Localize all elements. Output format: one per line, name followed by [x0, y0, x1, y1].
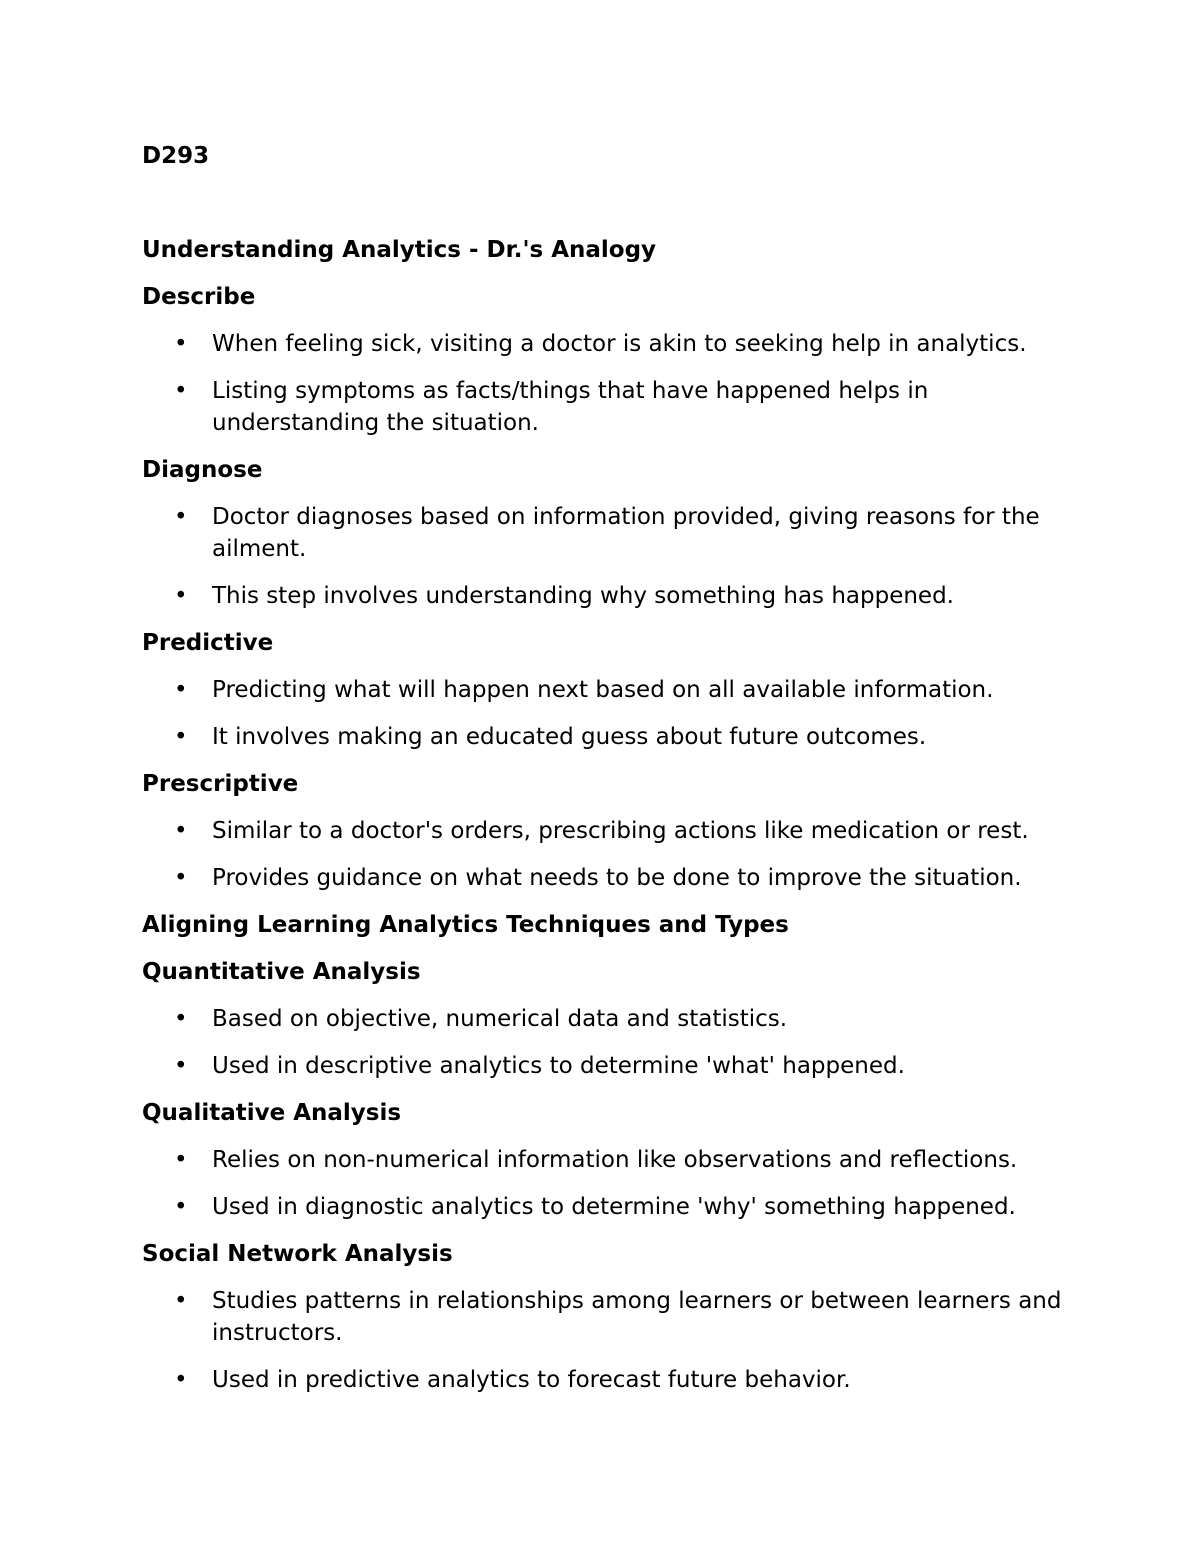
document-code: D293: [142, 143, 210, 169]
section-title-predictive: Predictive: [142, 630, 274, 656]
list-item-text: Predicting what will happen next based on all available information.: [212, 677, 994, 703]
list-item: [142, 1285, 1080, 1349]
bullet-list-qualitative: [142, 1144, 1080, 1223]
bullet-list-prescriptive: [142, 815, 1080, 894]
list-item-text: Relies on non-numerical information like observations and reflections.: [212, 1147, 1018, 1173]
list-item-text: It involves making an educated guess about future outcomes.: [212, 724, 927, 750]
bullet-icon: •: [174, 583, 188, 609]
section-title-prescriptive: Prescriptive: [142, 771, 299, 797]
list-item-text: Used in diagnostic analytics to determine 'why' something happened.: [212, 1194, 1016, 1220]
section-title-aligning-techniques: Aligning Learning Analytics Techniques and Types: [142, 912, 789, 938]
section-title-describe: Describe: [142, 284, 256, 310]
list-item-text: Used in descriptive analytics to determine 'what' happened.: [212, 1053, 905, 1079]
list-item-text: Doctor diagnoses based on information provided, giving reasons for the ailment.: [212, 504, 1040, 562]
list-item-text: Similar to a doctor's orders, prescribing actions like medication or rest.: [212, 818, 1029, 844]
list-item-text: When feeling sick, visiting a doctor is akin to seeking help in analytics.: [212, 331, 1027, 357]
list-item: [142, 721, 1080, 753]
bullet-icon: •: [174, 1288, 188, 1314]
bullet-icon: •: [174, 1194, 188, 1220]
list-item: [142, 501, 1080, 565]
list-item: [142, 862, 1080, 894]
list-item: [142, 815, 1080, 847]
bullet-icon: •: [174, 1147, 188, 1173]
bullet-icon: •: [174, 818, 188, 844]
list-item-text: Studies patterns in relationships among learners or between learners and instructors.: [212, 1288, 1062, 1346]
list-item-text: Listing symptoms as facts/things that have happened helps in understanding the situation.: [212, 378, 929, 436]
bullet-list-predictive: [142, 674, 1080, 753]
list-item: [142, 1144, 1080, 1176]
list-item: [142, 1364, 1080, 1396]
list-item: [142, 328, 1080, 360]
section-title-diagnose: Diagnose: [142, 457, 263, 483]
bullet-list-social-network: [142, 1285, 1080, 1396]
section-title-social-network: Social Network Analysis: [142, 1241, 453, 1267]
list-item: [142, 375, 1080, 439]
bullet-list-diagnose: [142, 501, 1080, 612]
list-item: [142, 1050, 1080, 1082]
bullet-icon: •: [174, 1006, 188, 1032]
list-item-text: This step involves understanding why something has happened.: [212, 583, 954, 609]
list-item: [142, 674, 1080, 706]
bullet-icon: •: [174, 677, 188, 703]
list-item-text: Based on objective, numerical data and statistics.: [212, 1006, 788, 1032]
bullet-icon: •: [174, 1053, 188, 1079]
list-item-text: Provides guidance on what needs to be done to improve the situation.: [212, 865, 1022, 891]
section-title-understanding-analytics: Understanding Analytics - Dr.'s Analogy: [142, 237, 657, 263]
list-item: [142, 580, 1080, 612]
bullet-list-quantitative: [142, 1003, 1080, 1082]
bullet-list-describe: [142, 328, 1080, 439]
bullet-icon: •: [174, 1367, 188, 1393]
list-item: [142, 1003, 1080, 1035]
bullet-icon: •: [174, 724, 188, 750]
bullet-icon: •: [174, 865, 188, 891]
bullet-icon: •: [174, 331, 188, 357]
bullet-icon: •: [174, 378, 188, 404]
bullet-icon: •: [174, 504, 188, 530]
list-item-text: Used in predictive analytics to forecast future behavior.: [212, 1367, 851, 1393]
list-item: [142, 1191, 1080, 1223]
section-title-qualitative: Qualitative Analysis: [142, 1100, 402, 1126]
section-title-quantitative: Quantitative Analysis: [142, 959, 421, 985]
